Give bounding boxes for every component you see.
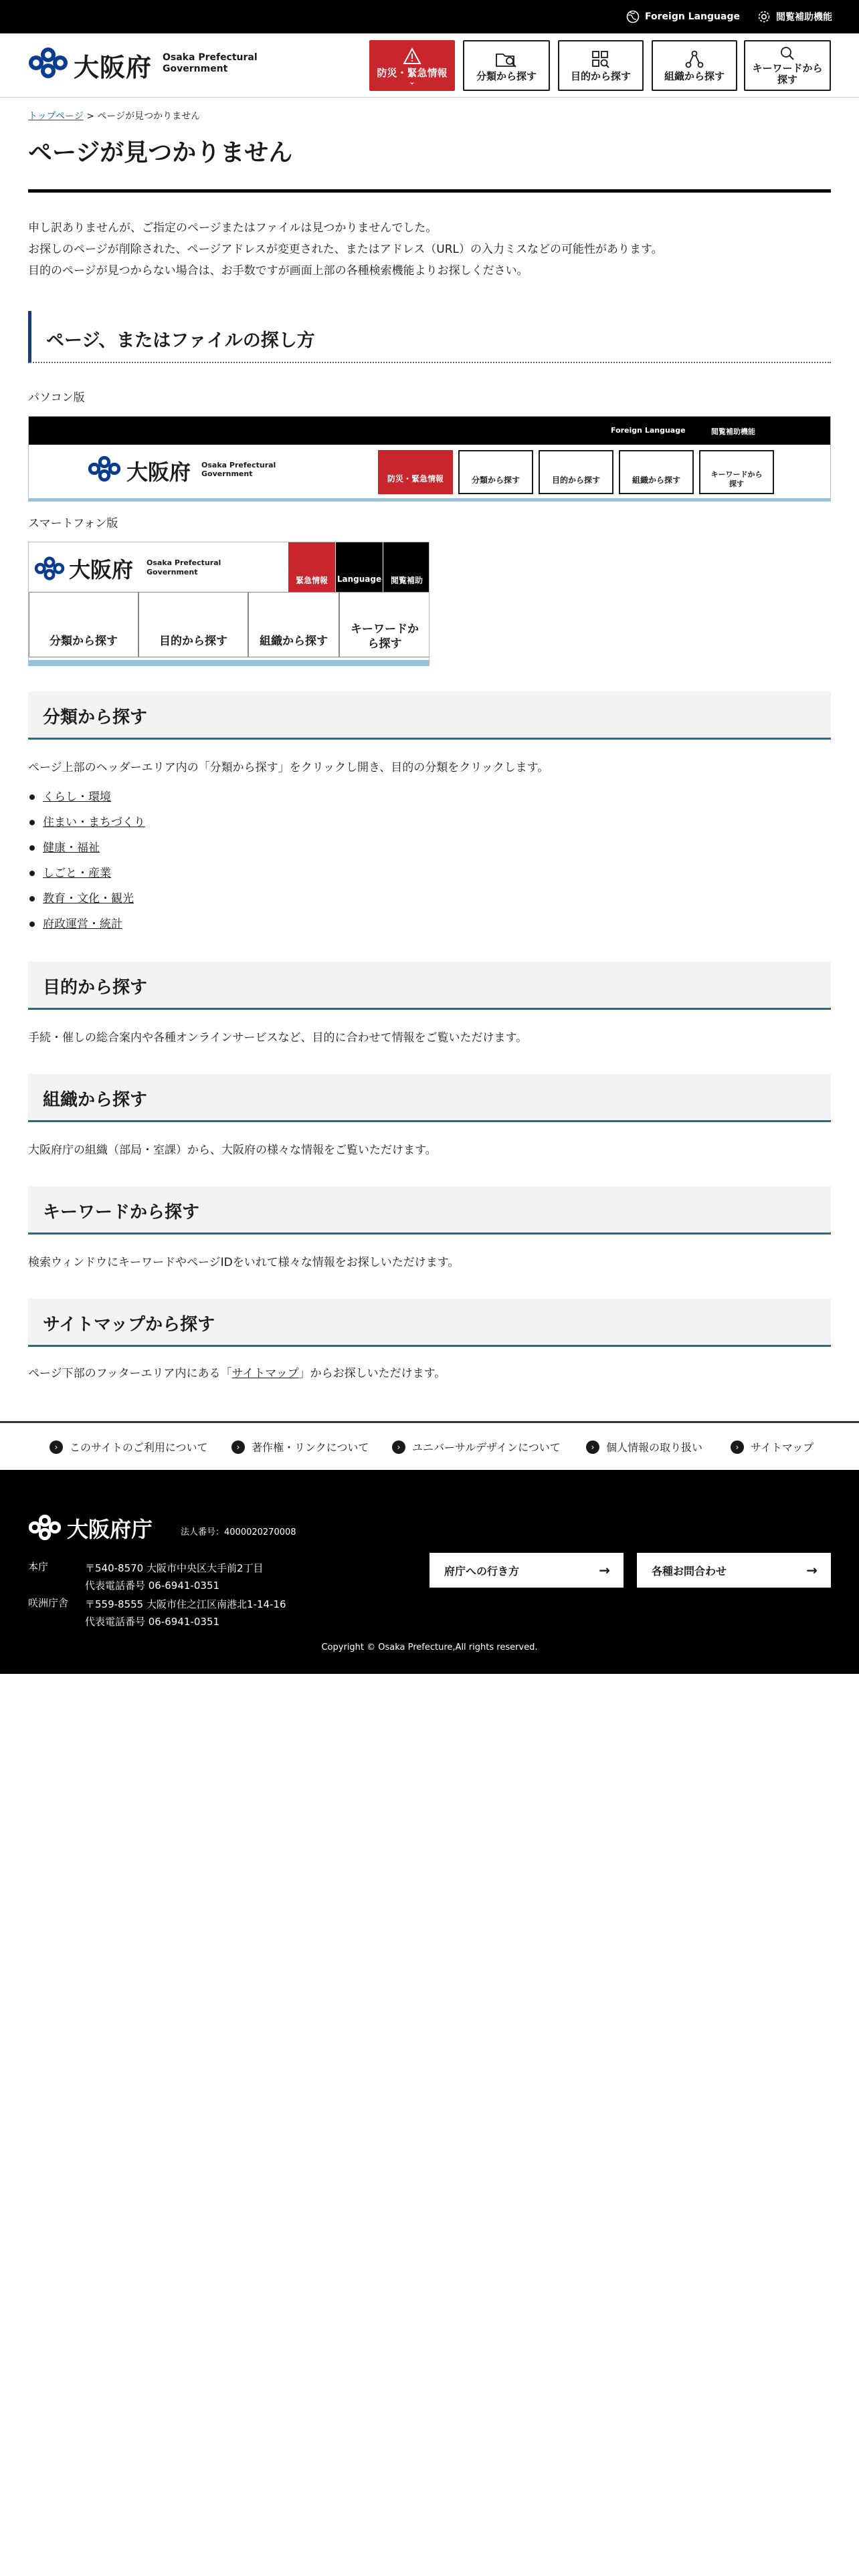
footer-link-privacy[interactable]: [586, 1439, 702, 1455]
nav-category-button[interactable]: [463, 40, 550, 91]
sp-shot-logo-en: Osaka Prefectural Government: [147, 558, 221, 576]
intro-line-1: 申し訳ありませんが、ご指定のページまたはファイルは見つかりませんでした。: [28, 221, 438, 235]
list-item: [28, 789, 145, 815]
sitemap-heading: [28, 1299, 831, 1347]
organization-heading: [28, 1074, 831, 1122]
arrow-right-icon: →: [806, 1562, 818, 1578]
sp-shot-nav1: 分類から探す: [29, 592, 138, 657]
access-button-label: 府庁への行き方: [444, 1564, 520, 1578]
sitemap-heading-text: サイトマップから探す: [43, 1315, 215, 1335]
chevron-right-icon: ›: [731, 1440, 744, 1454]
chevron-right-icon: ›: [231, 1440, 245, 1454]
sp-header-screenshot: [28, 542, 430, 666]
office-name-sakishima: 咲洲庁舎: [28, 1597, 69, 1609]
logo-text[interactable]: 大阪府: [74, 53, 153, 82]
purpose-heading-text: 目的から探す: [43, 978, 148, 998]
pc-shot-bottom-bar: [29, 498, 831, 502]
pc-shot-logo-en: Osaka Prefectural Government: [201, 461, 276, 478]
sp-shot-nav3: 組織から探す: [248, 592, 339, 657]
breadcrumb-current: ページが見つかりません: [97, 111, 201, 122]
osaka-logo-icon[interactable]: [28, 47, 68, 79]
corporate-number: 法人番号：4000020270008: [181, 1527, 296, 1537]
sp-version-label: スマートフォン版: [28, 517, 118, 530]
category-list: [28, 789, 145, 942]
arrow-right-icon: →: [599, 1562, 610, 1578]
footer-link-sitemap-label: サイトマップ: [751, 1441, 814, 1454]
nav-category-label: 分類から探す: [476, 70, 537, 82]
pc-shot-foreign-language: Foreign Language: [611, 426, 686, 435]
pc-shot-nav1: 分類から探す: [458, 450, 533, 494]
intro-line-3: 目的のページが見つからない場合は、お手数ですが画面上部の各種検索機能よりお探しください。: [28, 264, 529, 278]
footer-link-universal-design-label: ユニバーサルデザインについて: [412, 1441, 561, 1454]
list-item: [28, 891, 145, 916]
keyword-heading: [28, 1186, 831, 1235]
footer-logo-text: 大阪府庁: [67, 1517, 153, 1542]
pc-shot-logo-icon: [88, 455, 121, 482]
pc-shot-nav3: 組織から探す: [619, 450, 694, 494]
sp-shot-language: Language: [336, 542, 383, 592]
top-bar: [0, 0, 859, 33]
keyword-heading-text: キーワードから探す: [43, 1202, 200, 1222]
breadcrumb-separator: >: [86, 111, 94, 122]
sitemap-inline-link[interactable]: サイトマップ: [231, 1367, 299, 1380]
how-to-find-heading-text: ページ、またはファイルの探し方: [46, 330, 315, 351]
breadcrumb-home-link[interactable]: トップページ: [28, 111, 84, 122]
chevron-right-icon: ›: [50, 1440, 63, 1454]
title-divider: [28, 189, 831, 193]
list-item: [28, 865, 145, 891]
organization-icon: [684, 49, 704, 70]
access-button[interactable]: [430, 1553, 624, 1588]
purpose-search-icon: [591, 49, 611, 70]
nav-organization-label: 組織から探す: [664, 70, 725, 82]
nav-keyword-label: キーワードから探す: [752, 62, 823, 86]
category-link-housing[interactable]: 住まい・まちづくり: [43, 816, 145, 829]
globe-icon: [626, 10, 640, 23]
office-address-sakishima: 〒559-8555 大阪市住之江区南港北1-14-16 代表電話番号 06-6941-0351: [85, 1598, 286, 1628]
sitemap-text-after: 」からお探しいただけます。: [298, 1367, 446, 1380]
contact-button[interactable]: [637, 1553, 831, 1588]
sp-shot-bottom-bar: [29, 660, 430, 666]
breadcrumb: [28, 109, 200, 122]
nav-purpose-label: 目的から探す: [570, 70, 631, 82]
footer-link-usage[interactable]: [50, 1439, 208, 1455]
category-heading: [28, 691, 831, 740]
purpose-text: 手続・催しの総合案内や各種オンラインサービスなど、目的に合わせて情報をご覧いただけます。: [28, 1031, 528, 1045]
footer-link-usage-label: このサイトのご利用について: [70, 1441, 208, 1454]
nav-purpose-button[interactable]: [558, 40, 644, 91]
logo-english-line1: Osaka Prefectural: [163, 52, 258, 63]
office-name-main: 本庁: [28, 1561, 49, 1573]
purpose-heading: [28, 962, 831, 1010]
how-to-find-heading: [28, 311, 831, 363]
chevron-right-icon: ›: [586, 1440, 599, 1454]
category-link-administration[interactable]: 府政運営・統計: [43, 918, 122, 931]
sp-shot-accessibility: 閲覧補助: [383, 542, 430, 592]
pc-header-screenshot: [28, 416, 831, 502]
emergency-button[interactable]: [369, 40, 455, 91]
emergency-label: 防災・緊急情報: [377, 66, 448, 79]
intro-line-2: お探しのページが削除された、ページアドレスが変更された、またはアドレス（URL）の入力ミスなどの可能性があります。: [28, 243, 663, 256]
page-title: ページが見つかりません: [28, 139, 293, 167]
list-item: [28, 815, 145, 840]
pc-shot-nav4: キーワードから 探す: [699, 450, 774, 494]
pc-shot-logo-text: 大阪府: [126, 459, 191, 485]
organization-text: 大阪府庁の組織（部局・室課）から、大阪府の様々な情報をご覧いただけます。: [28, 1144, 437, 1157]
pc-shot-nav2: 目的から探す: [539, 450, 613, 494]
category-link-work[interactable]: しごと・産業: [43, 867, 111, 880]
footer-link-privacy-label: 個人情報の取り扱い: [606, 1441, 703, 1454]
keyword-text: 検索ウィンドウにキーワードやページIDをいれて様々な情報をお探しいただけます。: [28, 1256, 460, 1269]
pc-shot-accessibility: 閲覧補助機能: [711, 427, 755, 436]
copyright: Copyright © Osaka Prefecture,All rights reserved.: [321, 1642, 538, 1652]
chevron-down-icon: ⌄: [409, 77, 415, 86]
sitemap-text-before: ページ下部のフッターエリア内にある「: [28, 1367, 232, 1380]
sp-shot-emergency: 緊急情報: [288, 542, 335, 592]
sitemap-text: [28, 1366, 446, 1382]
gear-icon: [757, 10, 771, 23]
sp-shot-nav4: キーワードか ら探す: [339, 592, 430, 657]
footer-logo-icon: [28, 1514, 62, 1541]
footer-link-sitemap[interactable]: [731, 1439, 814, 1455]
logo-english-line2: Government: [163, 64, 228, 74]
category-heading-text: 分類から探す: [43, 708, 148, 728]
footer-links-bar: [0, 1421, 859, 1470]
chevron-right-icon: ›: [392, 1440, 405, 1454]
search-icon: [779, 45, 796, 62]
accessibility-label: 閲覧補助機能: [776, 12, 832, 23]
pc-shot-emergency: 防災・緊急情報: [378, 450, 453, 494]
contact-button-label: 各種お問合わせ: [652, 1564, 727, 1578]
intro-text: [28, 217, 663, 282]
accessibility-link[interactable]: [757, 0, 832, 33]
site-footer: [0, 1470, 859, 1674]
list-item: [28, 840, 145, 865]
pc-version-label: パソコン版: [28, 391, 85, 405]
nav-organization-button[interactable]: [652, 40, 737, 91]
category-link-living[interactable]: くらし・環境: [43, 790, 111, 804]
footer-link-universal-design[interactable]: [392, 1439, 561, 1455]
nav-keyword-button[interactable]: [744, 40, 831, 91]
warning-icon: [403, 46, 421, 66]
sp-shot-logo-icon: [34, 556, 65, 581]
foreign-language-link[interactable]: [626, 0, 740, 33]
category-link-education[interactable]: 教育・文化・観光: [43, 892, 134, 905]
category-search-icon: [495, 49, 518, 70]
list-item: [28, 916, 145, 942]
footer-link-copyright-label: 著作権・リンクについて: [252, 1441, 369, 1454]
organization-heading-text: 組織から探す: [43, 1090, 148, 1110]
category-text: ページ上部のヘッダーエリア内の「分類から探す」をクリックし開き、目的の分類をクリックします。: [28, 761, 549, 774]
sp-shot-logo-text: 大阪府: [69, 557, 134, 582]
foreign-language-label: Foreign Language: [645, 11, 740, 22]
footer-link-copyright[interactable]: [231, 1439, 369, 1455]
category-link-health[interactable]: 健康・福祉: [43, 841, 100, 855]
office-address-main: 〒540-8570 大阪市中央区大手前2丁目 代表電話番号 06-6941-0351: [85, 1562, 264, 1592]
sp-shot-nav2: 目的から探す: [138, 592, 248, 657]
